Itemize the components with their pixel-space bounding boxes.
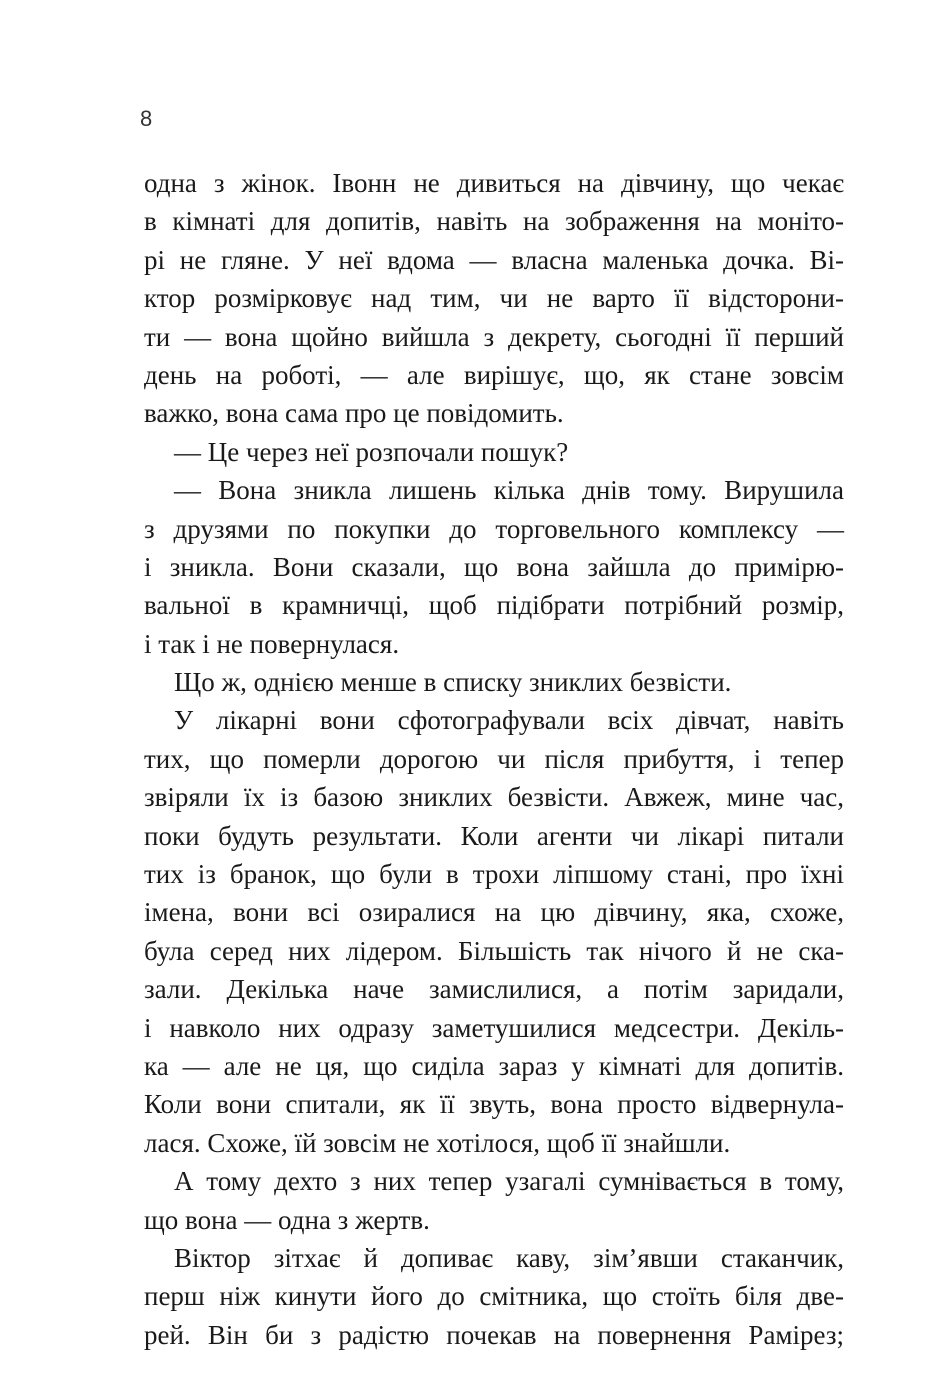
- text-line: ка — але не ця, що сиділа зараз у кімнаті для допитів.: [144, 1050, 844, 1081]
- text-line: і навколо них одразу заметушилися медсестри. Декіль-: [144, 1012, 844, 1043]
- text-line: — Це через неї розпочали пошук?: [174, 436, 569, 467]
- text-line: вальної в крамничці, щоб підібрати потрібний розмір,: [144, 590, 844, 621]
- text-line: Що ж, однією менше в списку зниклих безвісти.: [174, 667, 732, 698]
- text-line: що вона — одна з жертв.: [144, 1204, 430, 1235]
- text-line: тих, що померли дорогою чи після прибуття, і тепер: [144, 743, 844, 774]
- text-line: одна з жінок. Івонн не дивиться на дівчину, що чекає: [144, 168, 844, 198]
- text-line: і зникла. Вони сказали, що вона зайшла до примірю-: [144, 551, 844, 582]
- text-line: У лікарні вони сфотографували всіх дівчат, навіть: [174, 705, 844, 736]
- body-text: [144, 164, 844, 1354]
- text-line: рей. Він би з радістю почекав на повернення Рамірез;: [144, 1319, 844, 1350]
- text-line: перш ніж кинути його до смітника, що стоїть біля две-: [144, 1281, 844, 1312]
- text-line: поки будуть результати. Коли агенти чи лікарі питали: [144, 820, 844, 851]
- text-line: була серед них лідером. Більшість так нічого й не ска-: [144, 935, 844, 966]
- text-line: тих із бранок, що були в трохи ліпшому стані, про їхні: [144, 859, 844, 890]
- text-line: — Вона зникла лишень кілька днів тому. Вирушила: [174, 475, 844, 506]
- text-line: з друзями по покупки до торговельного комплексу —: [144, 513, 844, 544]
- text-line: Віктор зітхає й допиває каву, зім’явши стаканчик,: [174, 1242, 844, 1273]
- text-line: рі не гляне. У неї вдома — власна маленька дочка. Ві-: [144, 244, 844, 275]
- text-line: в кімнаті для допитів, навіть на зображення на моніто-: [144, 206, 844, 237]
- text-line: лася. Схоже, їй зовсім не хотілося, щоб її знайшли.: [144, 1127, 731, 1158]
- text-line: ти — вона щойно вийшла з декрету, сьогодні її перший: [144, 321, 844, 352]
- text-line: звіряли їх із базою зниклих безвісти. Авжеж, мине час,: [144, 782, 844, 813]
- text-line: і так і не повернулася.: [144, 628, 400, 659]
- text-line: А тому дехто з них тепер узагалі сумнівається в тому,: [174, 1166, 844, 1197]
- page-number: 8: [140, 106, 153, 131]
- text-line: імена, вони всі озиралися на цю дівчину, яка, схоже,: [144, 897, 844, 928]
- text-line: зали. Декілька наче замислилися, а потім заридали,: [144, 974, 844, 1005]
- text-line: важко, вона сама про це повідомить.: [144, 398, 564, 429]
- text-line: день на роботі, — але вирішує, що, як стане зовсім: [144, 359, 844, 390]
- text-line: Коли вони спитали, як її звуть, вона просто відвернула-: [144, 1089, 844, 1120]
- text-line: ктор розмірковує над тим, чи не варто її відсторони-: [144, 283, 844, 314]
